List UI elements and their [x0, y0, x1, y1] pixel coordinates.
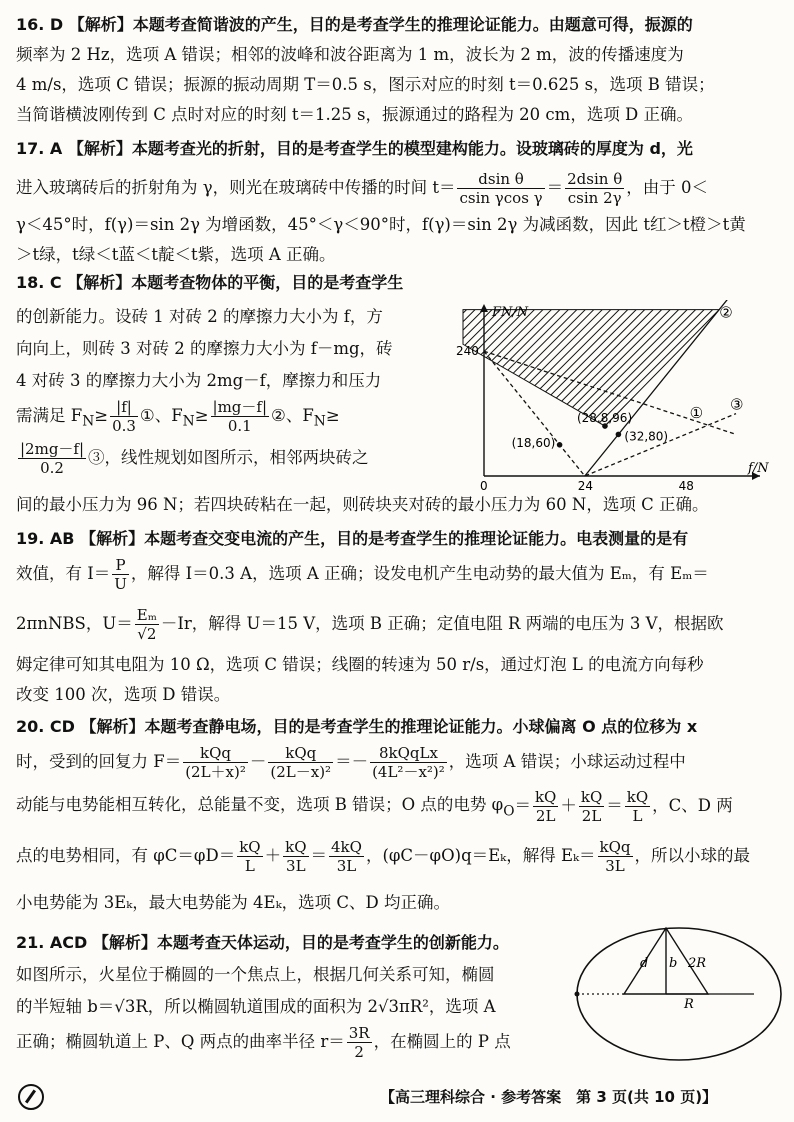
x-tick-24: 24: [577, 479, 594, 490]
feasible-region: [463, 310, 719, 426]
q16-line-1: 16. D 【解析】本题考查简谐波的产生，目的是考查学生的推理论证能力。由题意可得，振源的: [16, 15, 693, 34]
q21-line-2: 如图所示，火星位于椭圆的一个焦点上，根据几何关系可知，椭圆: [16, 965, 495, 984]
q21-line-1: 21. ACD 【解析】本题考查天体运动，目的是考查学生的创新能力。: [16, 933, 509, 952]
q18-line-3: 向向上，则砖 3 对砖 2 的摩擦力大小为 f－mg，砖: [16, 339, 393, 358]
page-footer: [0, 1084, 794, 1110]
q16-line-3: 4 m/s，选项 C 错误；振源的振动周期 T＝0.5 s，图示对应的时刻 t＝0.625 s，选项 B 错误；: [16, 75, 715, 94]
fraction: $\frac{P}{U}$: [114, 556, 127, 593]
ellipse-orbit-diagram: [574, 922, 784, 1062]
q17-line-1: 17. A 【解析】本题考查光的折射，目的是考查学生的模型建构能力。设玻璃砖的厚度为 d，光: [16, 139, 693, 158]
y-axis-label: FN/N: [492, 305, 529, 320]
fraction: $\frac{4kQ}{3L}$: [331, 838, 362, 875]
fraction: $\frac{kQ}{3L}$: [285, 838, 307, 875]
y-tick-240: 240: [456, 344, 479, 359]
q19-line-5: 改变 100 次，选项 D 错误。: [16, 685, 231, 704]
fraction: $\frac{kQ}{2L}$: [534, 788, 557, 825]
fraction: $\frac{\text{2dsin θ}}{csin 2\gamma}$: [567, 170, 623, 207]
q19-line-3: 2πnNBS，U＝ $\frac{\text{Eₘ}}{√2}$ －Ir，解得 U＝15 V，选项 B 正确；定值电阻 R 两端的电压为 3 V，根据欧: [16, 606, 724, 643]
focus-point: [575, 992, 580, 997]
label-r: R: [684, 997, 694, 1012]
linear-programming-chart: [450, 300, 780, 490]
point-label-3: (32,80): [624, 429, 669, 444]
data-point-2: [557, 442, 563, 448]
label-d: d: [640, 956, 649, 971]
label-b: b: [669, 956, 678, 971]
x-tick-48: 48: [678, 479, 694, 490]
q17-line-3: γ＜45°时，f(γ)＝sin 2γ 为增函数，45°＜γ＜90°时，f(γ)＝sin 2γ 为减函数，因此 t红＞t橙＞t黄: [16, 215, 746, 234]
q16-line-2: 频率为 2 Hz，选项 A 错误；相邻的波峰和波谷距离为 1 m，波长为 2 m，波的传播速度为: [16, 45, 684, 64]
q16-line-4: 当简谐横波刚传到 C 点时对应的时刻 t＝1.25 s，振源通过的路程为 20 cm，选项 D 正确。: [16, 105, 694, 124]
q21-line-3: 的半短轴 b＝√3R，所以椭圆轨道围成的面积为 2√3πR²，选项 A: [16, 997, 496, 1016]
x-tick-0: 0: [480, 479, 488, 490]
point-label-1: (28.8,96): [576, 411, 633, 426]
fraction: $\frac{3R}{2}$: [348, 1024, 370, 1061]
chart-plot-area: [456, 300, 769, 490]
q18-line-7: 间的最小压力为 96 N；若四块砖粘在一起，则砖块夹对砖的最小压力为 60 N，选项 C 正确。: [16, 495, 709, 514]
q21-line-4: 正确；椭圆轨道上 P、Q 两点的曲率半径 r＝ $\frac{3R}{2}$ ，在椭圆上的 P 点: [16, 1024, 511, 1061]
fraction: $\frac{\text{kQq}}{3L}$: [599, 838, 631, 875]
fraction: $\frac{\text{dsin θ}}{\text{csin γcos γ}}$: [459, 170, 543, 207]
fraction: $\frac{\text{kQq}}{\text{(2L－x)²}}$: [270, 744, 332, 781]
q20-line-3-formula: $_O$＝ $\frac{kQ}{2L}$ ＋ $\frac{kQ}{2L}$ ＝ $\frac{kQ}{L}$ ，C、D 两: [503, 788, 733, 825]
fraction: $\frac{|f|}{0.3}$: [112, 398, 136, 435]
q17-line-4: ＞t绿，t绿＜t蓝＜t靛＜t紫，选项 A 正确。: [16, 245, 336, 264]
fraction: $\frac{\text{kQq}}{\text{(2L＋x)²}}$: [185, 744, 246, 781]
q17-line-2: 进入玻璃砖后的折射角为 γ，则光在玻璃砖中传播的时间 t＝ $\frac{\text{dsin θ}}{\text{csin γcos γ}}$ ＝ $\frac{\text{2dsin θ}}{csin 2\gamma}$ ，由于 0＜: [16, 170, 708, 207]
series-label-2: ②: [719, 303, 733, 322]
series-label-1: ①: [689, 403, 704, 422]
q18-line-6: $\frac{|2mg-f|}{0.2}$ ③，线性规划如图所示，相邻两块砖之: [20, 440, 369, 477]
q18-line-2: 的创新能力。设砖 1 对砖 2 的摩擦力大小为 f，方: [16, 307, 383, 326]
label-2r: 2R: [688, 956, 707, 971]
q18-line-1: 18. C 【解析】本题考查物体的平衡，目的是考查学生: [16, 273, 404, 292]
publisher-logo-icon: [18, 1084, 44, 1110]
footer-text: 【高三理科综合 · 参考答案 第 3 页(共 10 页)】: [380, 1088, 718, 1106]
point-label-2: (18,60): [511, 435, 556, 450]
series-label-3: ③: [730, 395, 744, 414]
fraction: $\frac{kQ}{L}$: [239, 838, 261, 875]
fraction: $\frac{kQ}{L}$: [626, 788, 649, 825]
fraction: $\frac{|mg-f|}{0.1}$: [212, 398, 268, 435]
q19-line-2: 效值，有 I＝ $\frac{P}{U}$ ，解得 I＝0.3 A，选项 A 正确；设发电机产生电动势的最大值为 Eₘ，有 Eₘ＝: [16, 556, 709, 593]
y-axis-arrow: [480, 304, 488, 312]
q20-line-2: 时，受到的回复力 F＝ $\frac{\text{kQq}}{\text{(2L＋x)²}}$ － $\frac{\text{kQq}}{\text{(2L－x)²}}$ ＝－ $\frac{\text{8kQqLx}}{\text{(4L²－x²)²}}$ ，选项 A 错误；小球运动过程中: [16, 744, 686, 781]
q19-line-1: 19. AB 【解析】本题考查交变电流的产生，目的是考查学生的推理论证能力。电表测量的是有: [16, 529, 689, 548]
q19-line-4: 姆定律可知其电阻为 10 Ω，选项 C 错误；线圈的转速为 50 r/s，通过灯泡 L 的电流方向每秒: [16, 655, 704, 674]
q18-line-5: 需满足 $F_N\ge$ $\frac{|f|}{0.3}$ ①、$F_N\ge$ $\frac{|mg-f|}{0.1}$ ②、$F_N\ge$: [16, 398, 340, 435]
q18-line-4: 4 对砖 3 的摩擦力大小为 2mg－f，摩擦力和压力: [16, 371, 382, 390]
fraction: $\frac{\text{8kQqLx}}{\text{(4L²－x²)²}}$: [372, 744, 445, 781]
q20-line-5: 小电势能为 3Eₖ，最大电势能为 4Eₖ，选项 C、D 均正确。: [16, 893, 450, 912]
x-axis-label: f/N: [748, 461, 769, 476]
q20-line-3: 动能与电势能相互转化，总能量不变，选项 B 错误；O 点的电势 φ: [16, 795, 504, 814]
fraction: $\frac{|2mg-f|}{0.2}$: [20, 440, 85, 477]
q20-line-1: 20. CD 【解析】本题考查静电场，目的是考查学生的推理论证能力。小球偏离 O 点的位移为 x: [16, 717, 698, 736]
q20-line-4: 点的电势相同，有 φC＝φD＝ $\frac{kQ}{L}$ ＋ $\frac{kQ}{3L}$ ＝ $\frac{4kQ}{3L}$ ，(φC－φO)q＝Eₖ，解得 Eₖ＝ $\frac{\text{kQq}}{3L}$ ，所以小球的最: [16, 838, 751, 875]
fraction: $\frac{kQ}{2L}$: [580, 788, 603, 825]
data-point-3: [616, 432, 622, 438]
fraction: $\frac{\text{Eₘ}}{√2}$: [136, 606, 157, 643]
